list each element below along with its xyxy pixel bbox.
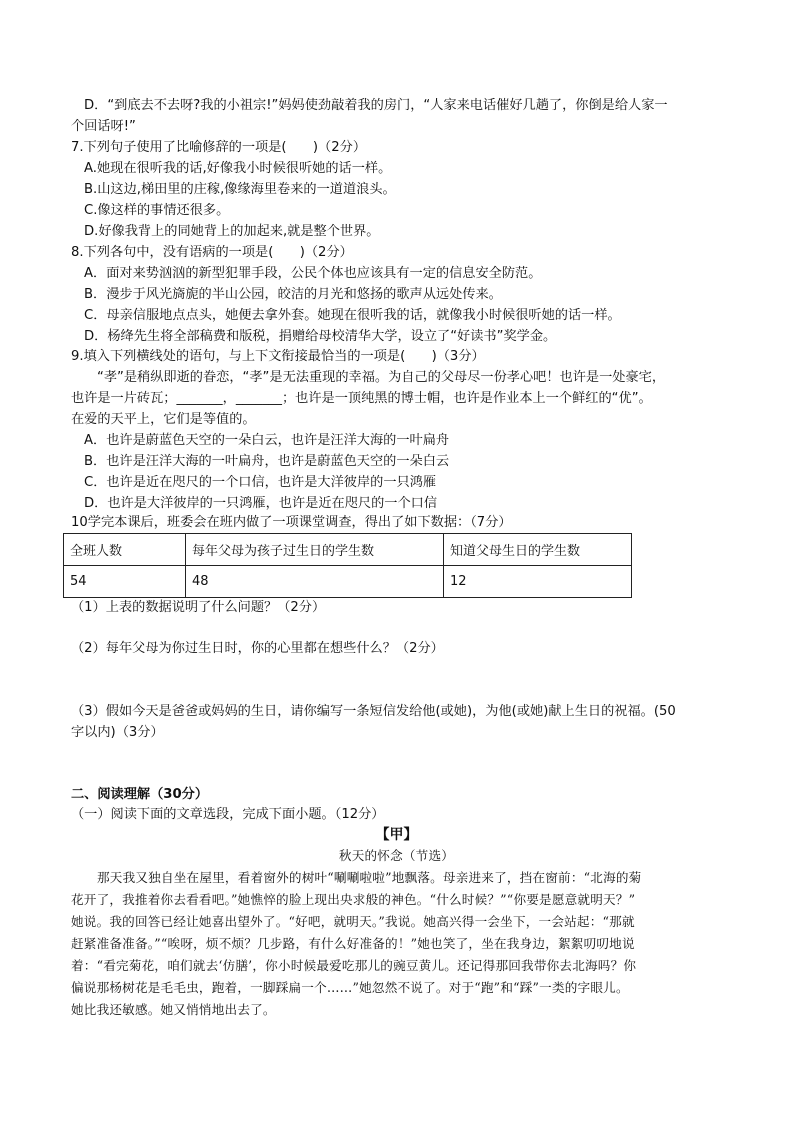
article-line: 花开了，我推着你去看看吧。”她憔悴的脸上现出央求般的神色。“什么时候？”“你要是愿意就明天？” [71, 892, 636, 907]
article-line: 她说。我的回答已经让她喜出望外了。“好吧，就明天。”我说。她高兴得一会坐下，一会站起：“那就 [71, 914, 635, 929]
article-line: 偏说那杨树花是毛毛虫，跑着，一脚踩扁一个……”她忽然不说了。对于“跑”和“踩”一类的字眼儿。 [71, 980, 629, 995]
q9-option-a: A．也许是蔚蓝色天空的一朵白云，也许是汪洋大海的一叶扁舟 [84, 433, 450, 448]
q7-option-b: B.山这边,梯田里的庄稼,像缘海里卷来的一道道浪头。 [84, 182, 396, 197]
q10-stem: 10学完本课后，班委会在班内做了一项课堂调查，得出了如下数据：（7分） [71, 515, 512, 530]
section-heading: 二、阅读理解（30分） [71, 787, 209, 802]
q9-stem: 9.填入下列横线处的语句，与上下文衔接最恰当的一项是( )（3分） [71, 349, 485, 364]
q8-stem: 8.下列各句中，没有语病的一项是( )（2分） [71, 245, 353, 260]
q9-option-d: D．也许是大洋彼岸的一只鸿雁，也许是近在咫尺的一个口信 [84, 496, 438, 511]
q10-sub2: （2）每年父母为你过生日时，你的心里都在想些什么？（2分） [71, 641, 444, 656]
q10-sub3-line2: 字以内)（3分） [71, 725, 164, 740]
q9-passage-line1: “孝”是稍纵即逝的眷恋，“孝”是无法重现的幸福。为自己的父母尽一份孝心吧！也许是一处豪宅， [97, 370, 666, 385]
q6-option-d-line2: 个回话呀!” [71, 119, 136, 134]
q7-option-a: A.她现在很听我的话,好像我小时候很听她的话一样。 [84, 161, 392, 176]
q7-option-c: C.像这样的事情还很多。 [84, 203, 230, 218]
table-cell: 54 [64, 566, 186, 598]
q8-option-c: C．母亲信服地点点头，她便去拿外套。她现在很听我的话，就像我小时候很听她的话一样。 [84, 308, 621, 323]
q9-passage-line2: 也许是一片砖瓦；_______，_______；也许是一顶纯黑的博士帽，也许是作业本上一个鲜红的“优”。 [71, 391, 652, 406]
q8-option-a: A．面对来势汹汹的新型犯罪手段，公民个体也应该具有一定的信息安全防范。 [84, 266, 542, 281]
q8-option-b: B．漫步于风光旖旎的半山公园，皎洁的月光和悠扬的歌声从远处传来。 [84, 287, 502, 302]
q10-sub1: （1）上表的数据说明了什么问题？（2分） [71, 600, 326, 615]
passage-label-jia: 【甲】 [375, 827, 418, 843]
table-cell: 12 [444, 566, 632, 598]
table-header-cell: 全班人数 [64, 534, 186, 566]
section-sub-heading: （一）阅读下面的文章选段，完成下面小题。（12分） [71, 807, 385, 822]
table-header-cell: 知道父母生日的学生数 [444, 534, 632, 566]
q9-option-c: C．也许是近在咫尺的一个口信，也许是大洋彼岸的一只鸿雁 [84, 475, 437, 490]
article-line: 她比我还敏感。她又悄悄地出去了。 [71, 1002, 276, 1017]
article-line: 赶紧准备准备。”“唉呀，烦不烦？几步路，有什么好准备的！”她也笑了，坐在我身边，絮絮叨叨地说 [71, 936, 635, 951]
q10-sub3-line1: （3）假如今天是爸爸或妈妈的生日，请你编写一条短信发给他(或她)，为他(或她)献上生日的祝福。(50 [71, 704, 676, 719]
q6-option-d-line1: D．“到底去不去呀?我的小祖宗!”妈妈使劲敲着我的房门，“人家来电话催好几趟了，你倒是给人家一 [84, 98, 668, 113]
survey-table [63, 533, 632, 598]
q8-option-d: D．杨绛先生将全部稿费和版税，捐赠给母校清华大学，设立了“好读书”奖学金。 [84, 329, 557, 344]
table-cell: 48 [186, 566, 444, 598]
q7-stem: 7.下列句子使用了比喻修辞的一项是( )（2分） [71, 140, 367, 155]
article-title: 秋天的怀念（节选） [338, 848, 455, 863]
article-line: 着：“看完菊花，咱们就去‘仿膳’，你小时候最爱吃那儿的豌豆黄儿。还记得那回我带你去北海吗？你 [71, 958, 637, 973]
table-header-cell: 每年父母为孩子过生日的学生数 [186, 534, 444, 566]
article-line: 那天我又独自坐在屋里，看着窗外的树叶“唰唰啦啦”地飘落。母亲进来了，挡在窗前：“北海的菊 [97, 870, 642, 885]
q9-passage-line3: 在爱的天平上，它们是等值的。 [71, 412, 256, 427]
table-row [64, 566, 632, 598]
q9-option-b: B．也许是汪洋大海的一叶扁舟，也许是蔚蓝色天空的一朵白云 [84, 454, 450, 469]
q7-option-d: D.好像我背上的同她背上的加起来,就是整个世界。 [84, 224, 380, 239]
table-header-row [64, 534, 632, 566]
